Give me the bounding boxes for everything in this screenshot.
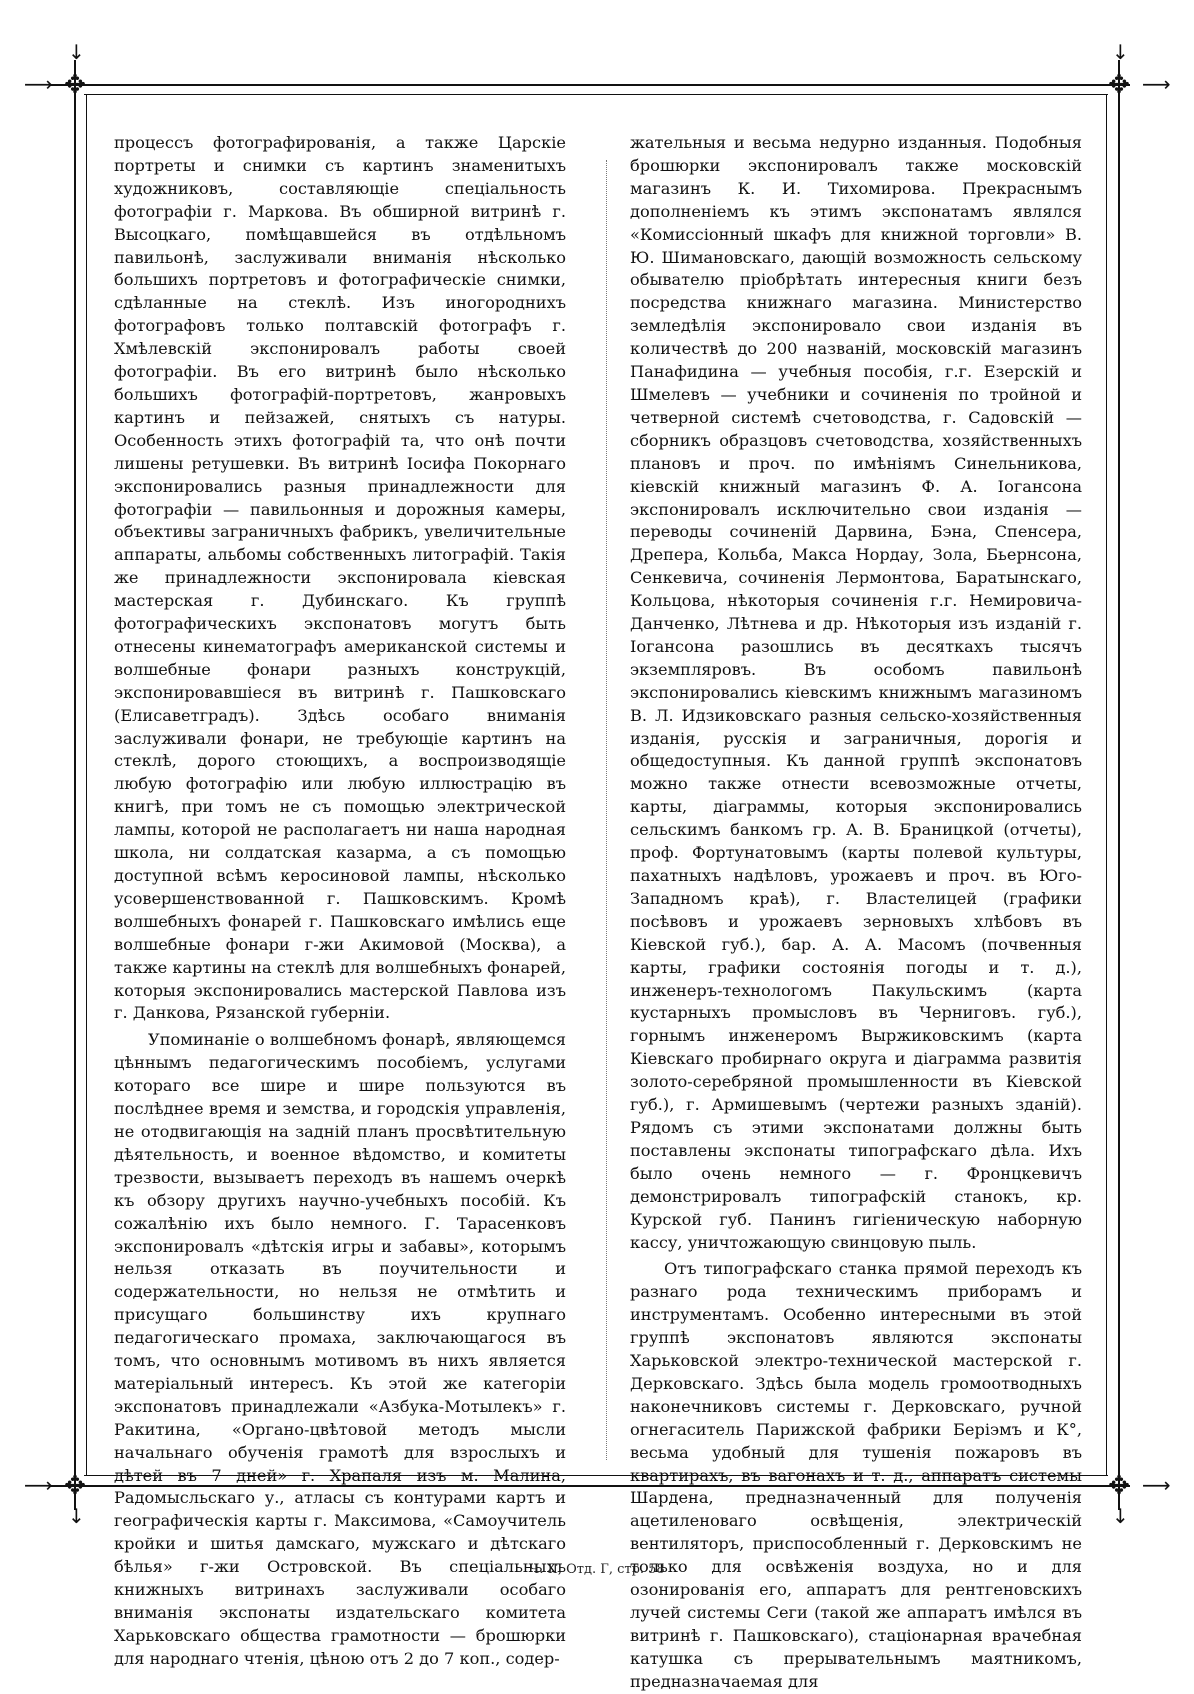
corner-ornament-bottom-left: ✥ xyxy=(64,1471,86,1501)
frame-top-inner xyxy=(84,94,1108,95)
arrow-top-right-icon: ⟶ xyxy=(1142,72,1171,96)
arrow-top-right-v-icon: ↓ xyxy=(1112,40,1129,64)
arrow-top-left-v-icon: ↓ xyxy=(68,40,85,64)
frame-right-inner xyxy=(1106,94,1107,1476)
corner-ornament-top-left: ✥ xyxy=(64,70,86,100)
page-footer: Ч. II, Отд. Г, стр. 58 xyxy=(529,1562,665,1577)
arrow-top-left-icon: ⟶ xyxy=(24,72,53,96)
frame-top-outer xyxy=(50,84,1130,86)
corner-ornament-top-right: ✥ xyxy=(1108,70,1130,100)
frame-right-outer xyxy=(1118,60,1120,1510)
frame-left-outer xyxy=(74,60,76,1510)
paragraph: Отъ типографскаго станка прямой переходъ къ разнаго рода техническимъ приборамъ и инструментамъ. Особенно интересными въ этой группѣ экспонатовъ являются экспонаты Харьковской электро-технической мастерской г. Дерковскаго. Здѣсь была модель громоотводныхъ наконечниковъ системы г. Дерковскаго, ручной огнегаситель Парижской фабрики Беріэмъ и К°, весьма удобный для тушенія пожаровъ въ квартирахъ, въ вагонахъ и т. д., аппаратъ системы Шардена, предназначенный для полученія ацетиленоваго освѣщенія, электрическій вентиляторъ, приспособленный г. Дерковскимъ не только для освѣженія воздуха, но и для озонированія его, аппаратъ для рентгеновскихъ лучей системы Сеги (такой же аппаратъ имѣлся въ витринѣ г. Пашковскаго), стаціонарная врачебная катушка съ прерывательнымъ маятникомъ, предназначаемая для xyxy=(630,1259,1082,1691)
frame-left-inner xyxy=(86,94,87,1476)
right-column xyxy=(630,132,1082,1694)
arrow-bottom-right-v-icon: ↓ xyxy=(1112,1504,1129,1528)
column-divider xyxy=(606,160,607,1460)
corner-ornament-bottom-right: ✥ xyxy=(1108,1471,1130,1501)
arrow-bottom-left-icon: ⟶ xyxy=(24,1473,53,1497)
arrow-bottom-left-v-icon: ↓ xyxy=(68,1504,85,1528)
paragraph: жательныя и весьма недурно изданныя. Подобныя брошюрки экспонировалъ также московскій магазинъ К. И. Тихомирова. Прекраснымъ дополненіемъ къ этимъ экспонатамъ являлся «Комиссіонный шкафъ для книжной торговли» В. Ю. Шимановскаго, дающій возможность сельскому обывателю пріобрѣтать интересныя книги безъ посредства книжнаго магазина. Министерство земледѣлія экспонировало свои изданія въ количествѣ до 200 названій, московскій магазинъ Панафидина — учебныя пособія, г.г. Езерскій и Шмелевъ — учебники и сочиненія по тройной и четверной системѣ счетоводства, г. Садовскій — сборникъ образцовъ счетоводства, хозяйственныхъ плановъ и проч. по имѣніямъ Синельникова, кіевскій книжный магазинъ Ф. А. Іогансона экспонировалъ исключительно свои изданія — переводы сочиненій Дарвина, Бэна, Спенсера, Дрепера, Кольба, Макса Нордау, Зола, Бьернсона, Сенкевича, сочиненія Лермонтова, Баратынскаго, Кольцова, нѣкоторыя сочиненія г.г. Немировича-Данченко, Лѣтнева и др. Нѣкоторыя изъ изданій г. Іогансона разошлись въ десяткахъ тысячъ экземпляровъ. Въ особомъ павильонѣ экспонировались кіевскимъ книжнымъ магазиномъ В. Л. Идзиковскаго разныя сельско-хозяйственныя изданія, русскія и заграничныя, дорогія и общедоступныя. Къ данной группѣ экспонатовъ можно также отнести всевозможные отчеты, карты, діаграммы, которыя экспонировались сельскимъ банкомъ гр. А. В. Браницкой (отчеты), проф. Фортунатовымъ (карты полевой культуры, пахатныхъ надѣловъ, урожаевъ и проч. въ Юго-Западномъ краѣ), г. Властелицей (графики посѣвовъ и урожаевъ зерновыхъ хлѣбовъ въ Кіевской губ.), бар. А. А. Масомъ (почвенныя карты, графики состоянія погоды и т. д.), инженеръ-технологомъ Пакульскимъ (карта кустарныхъ промысловъ въ Черниговъ. губ.), горнымъ инженеромъ Выржиковскимъ (карта Кіевскаго пробирнаго округа и діаграмма развитія золото-серебряной промышленности въ Кіевской губ.), г. Армишевымъ (чертежи разныхъ зданій). Рядомъ съ этими экспонатами должны быть поставлены экспонаты типографскаго дѣла. Ихъ было очень немного — г. Фронцкевичъ демонстрировалъ типографскій станокъ, кр. Курской губ. Панинъ гигіеническую наборную кассу, уничтожающую свинцовую пыль. xyxy=(630,133,1082,1252)
left-column xyxy=(114,132,566,1671)
paragraph: Упоминаніе о волшебномъ фонарѣ, являющемся цѣннымъ педагогическимъ пособіемъ, услугами котораго все шире и шире пользуются въ послѣднее время и земства, и городскія управленія, не отодвигающія на задній планъ просвѣтительную дѣятельность, и военное вѣдомство, и комитеты трезвости, вызываетъ переходъ въ нашемъ очеркѣ къ обзору другихъ научно-учебныхъ пособій. Къ сожалѣнію ихъ было немного. Г. Тарасенковъ экспонировалъ «дѣтскія игры и забавы», которымъ нельзя отказать въ поучительности и содержательности, но нельзя не отмѣтить и присущаго большинству ихъ крупнаго педагогическаго промаха, заключающагося въ томъ, что основнымъ мотивомъ въ нихъ является матеріальный интересъ. Къ этой же категоріи экспонатовъ принадлежали «Азбука-Мотылекъ» г. Ракитина, «Органо-цвѣтовой методъ мысли начальнаго обученія грамотѣ для взрослыхъ и дѣтей въ 7 дней» г. Храпаля изъ м. Малина, Радомысльскаго у., атласы съ контурами картъ и географическія карты г. Максимова, «Самоучитель кройки и шитья дамскаго, мужскаго и дѣтскаго бѣлья» г-жи Островской. Въ спеціальныхъ книжныхъ витринахъ заслуживали особаго вниманія экспонаты издательскаго комитета Харьковскаго общества грамотности — брошюрки для народнаго чтенія, цѣною отъ 2 до 7 коп., содер- xyxy=(114,1030,566,1668)
arrow-bottom-right-icon: ⟶ xyxy=(1142,1473,1171,1497)
paragraph: процессъ фотографированія, а также Царскіе портреты и снимки съ картинъ знаменитыхъ художниковъ, составляющіе спеціальность фотографіи г. Маркова. Въ обширной витринѣ г. Высоцкаго, помѣщавшейся въ отдѣльномъ павильонѣ, заслуживали вниманія нѣсколько большихъ портретовъ и фотографическіе снимки, сдѣланные на стеклѣ. Изъ иногороднихъ фотографовъ только полтавскій фотографъ г. Хмѣлевскій экспонировалъ работы своей фотографіи. Въ его витринѣ было нѣсколько большихъ фотографій-портретовъ, жанровыхъ картинъ и пейзажей, снятыхъ съ натуры. Особенность этихъ фотографій та, что онѣ почти лишены ретушевки. Въ витринѣ Іосифа Покорнаго экспонировались разныя принадлежности для фотографіи — павильонныя и дорожныя камеры, объективы заграничныхъ фабрикъ, увеличительные аппараты, альбомы собственныхъ литографій. Такія же принадлежности экспонировала кіевская мастерская г. Дубинскаго. Къ группѣ фотографическихъ экспонатовъ могутъ быть отнесены кинематографъ американской системы и волшебные фонари разныхъ конструкцій, экспонировавшіеся въ витринѣ г. Пашковскаго (Елисаветградъ). Здѣсь особаго вниманія заслуживали фонари, не требующіе картинъ на стеклѣ, дорого стоющихъ, а воспроизводящіе любую фотографію или любую иллюстрацію въ книгѣ, при томъ не съ помощью электрической лампы, которой не располагаетъ ни наша народная школа, ни солдатская казарма, а съ помощью доступной всѣмъ керосиновой лампы, нѣсколько усовершенствованной г. Пашковскимъ. Кромѣ волшебныхъ фонарей г. Пашковскаго имѣлись еще волшебные фонари г-жи Акимовой (Москва), а также картины на стеклѣ для волшебныхъ фонарей, которыя экспонировались мастерской Павлова изъ г. Данкова, Рязанской губерніи. xyxy=(114,133,566,1023)
